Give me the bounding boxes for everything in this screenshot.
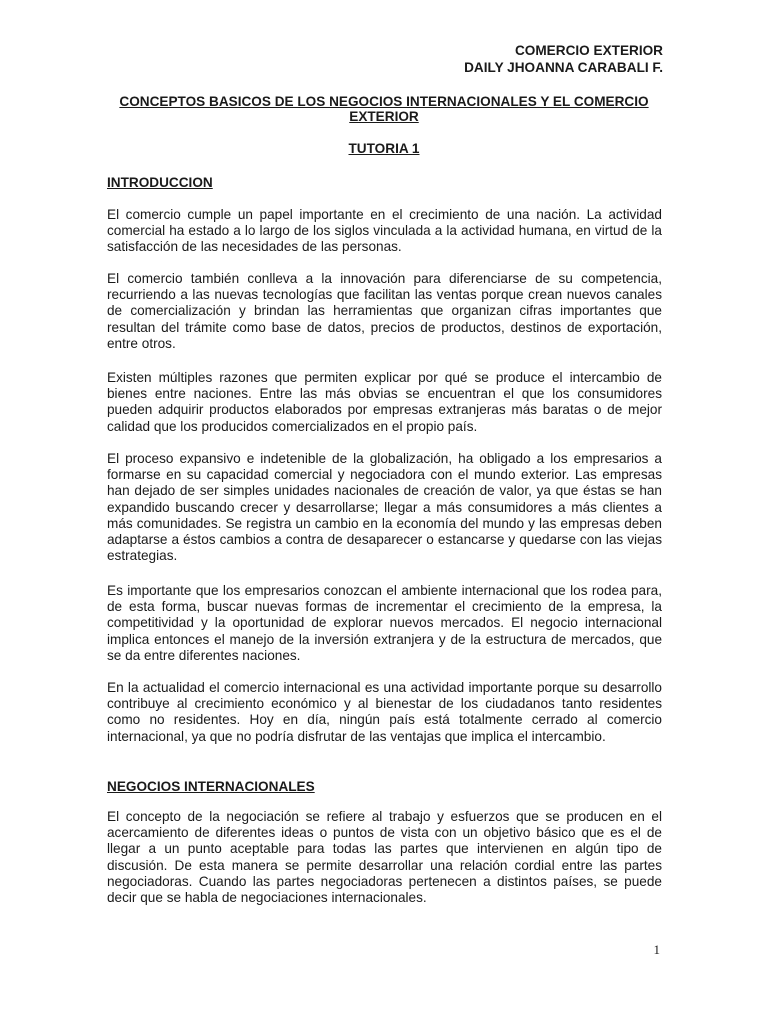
paragraph: Existen múltiples razones que permiten explicar por qué se produce el intercambio de bienes entre naciones. Entre las más obvias se encuentran el que los consumidores pueden adquirir productos elaborados por empresas extranjeras más baratas o de mejor calidad que los producidos comercializados en el propio país. (107, 370, 662, 434)
document-title: CONCEPTOS BASICOS DE LOS NEGOCIOS INTERNACIONALES Y EL COMERCIO EXTERIOR (119, 94, 649, 124)
document-header (464, 42, 663, 76)
paragraph: El concepto de la negociación se refiere al trabajo y esfuerzos que se producen en el acercamiento de diferentes ideas o puntos de vista con un objetivo básico que es el de llegar a un punto aceptable para todas las partes que intervienen en algún tipo de discusión. De esta manera se permite desarrollar una relación cordial entre las partes negociadoras. Cuando las partes negociadoras pertenecen a distintos países, se puede decir que se habla de negociaciones internacionales. (107, 809, 662, 906)
paragraph: En la actualidad el comercio internacional es una actividad importante porque su desarrollo contribuye al crecimiento económico y al bienestar de los ciudadanos tanto residentes como no residentes. Hoy en día, ningún país está totalmente cerrado al comercio internacional, ya que no podría disfrutar de las ventajas que implica el intercambio. (107, 680, 662, 744)
section-heading-introduccion: INTRODUCCION (107, 175, 213, 190)
document-subtitle: TUTORIA 1 (348, 141, 420, 156)
paragraph: El comercio también conlleva a la innovación para diferenciarse de su competencia, recurriendo a las nuevas tecnologías que facilitan las ventas porque crean nuevos canales de comercialización y brindan las herramientas que organizan cifras importantes que resultan del trámite como base de datos, precios de productos, destinos de exportación, entre otros. (107, 271, 662, 351)
header-course-name: COMERCIO EXTERIOR (514, 43, 663, 58)
page-number: 1 (653, 942, 660, 957)
header-author-name: DAILY JHOANNA CARABALI F. (464, 60, 663, 75)
paragraph: Es importante que los empresarios conozcan el ambiente internacional que los rodea para, de esta forma, buscar nuevas formas de incrementar el crecimiento de la empresa, la competitividad y la oportunidad de explorar nuevos mercados. El negocio internacional implica entonces el manejo de la inversión extranjera y de la estructura de mercados, que se da entre diferentes naciones. (107, 583, 662, 663)
paragraph: El proceso expansivo e indetenible de la globalización, ha obligado a los empresarios a formarse en su capacidad comercial y negociadora con el mundo exterior. Las empresas han dejado de ser simples unidades nacionales de creación de valor, ya que éstas se han expandido buscando crecer y desarrollarse; llegar a más consumidores a más clientes a más comunidades. Se registra un cambio en la economía del mundo y las empresas deben adaptarse a éstos cambios a contra de desaparecer o estancarse y quedarse con las viejas estrategias. (107, 451, 662, 564)
section-heading-negocios-internacionales: NEGOCIOS INTERNACIONALES (107, 779, 315, 794)
paragraph: El comercio cumple un papel importante en el crecimiento de una nación. La actividad comercial ha estado a lo largo de los siglos vinculada a la actividad humana, en virtud de la satisfacción de las necesidades de las personas. (107, 207, 662, 255)
